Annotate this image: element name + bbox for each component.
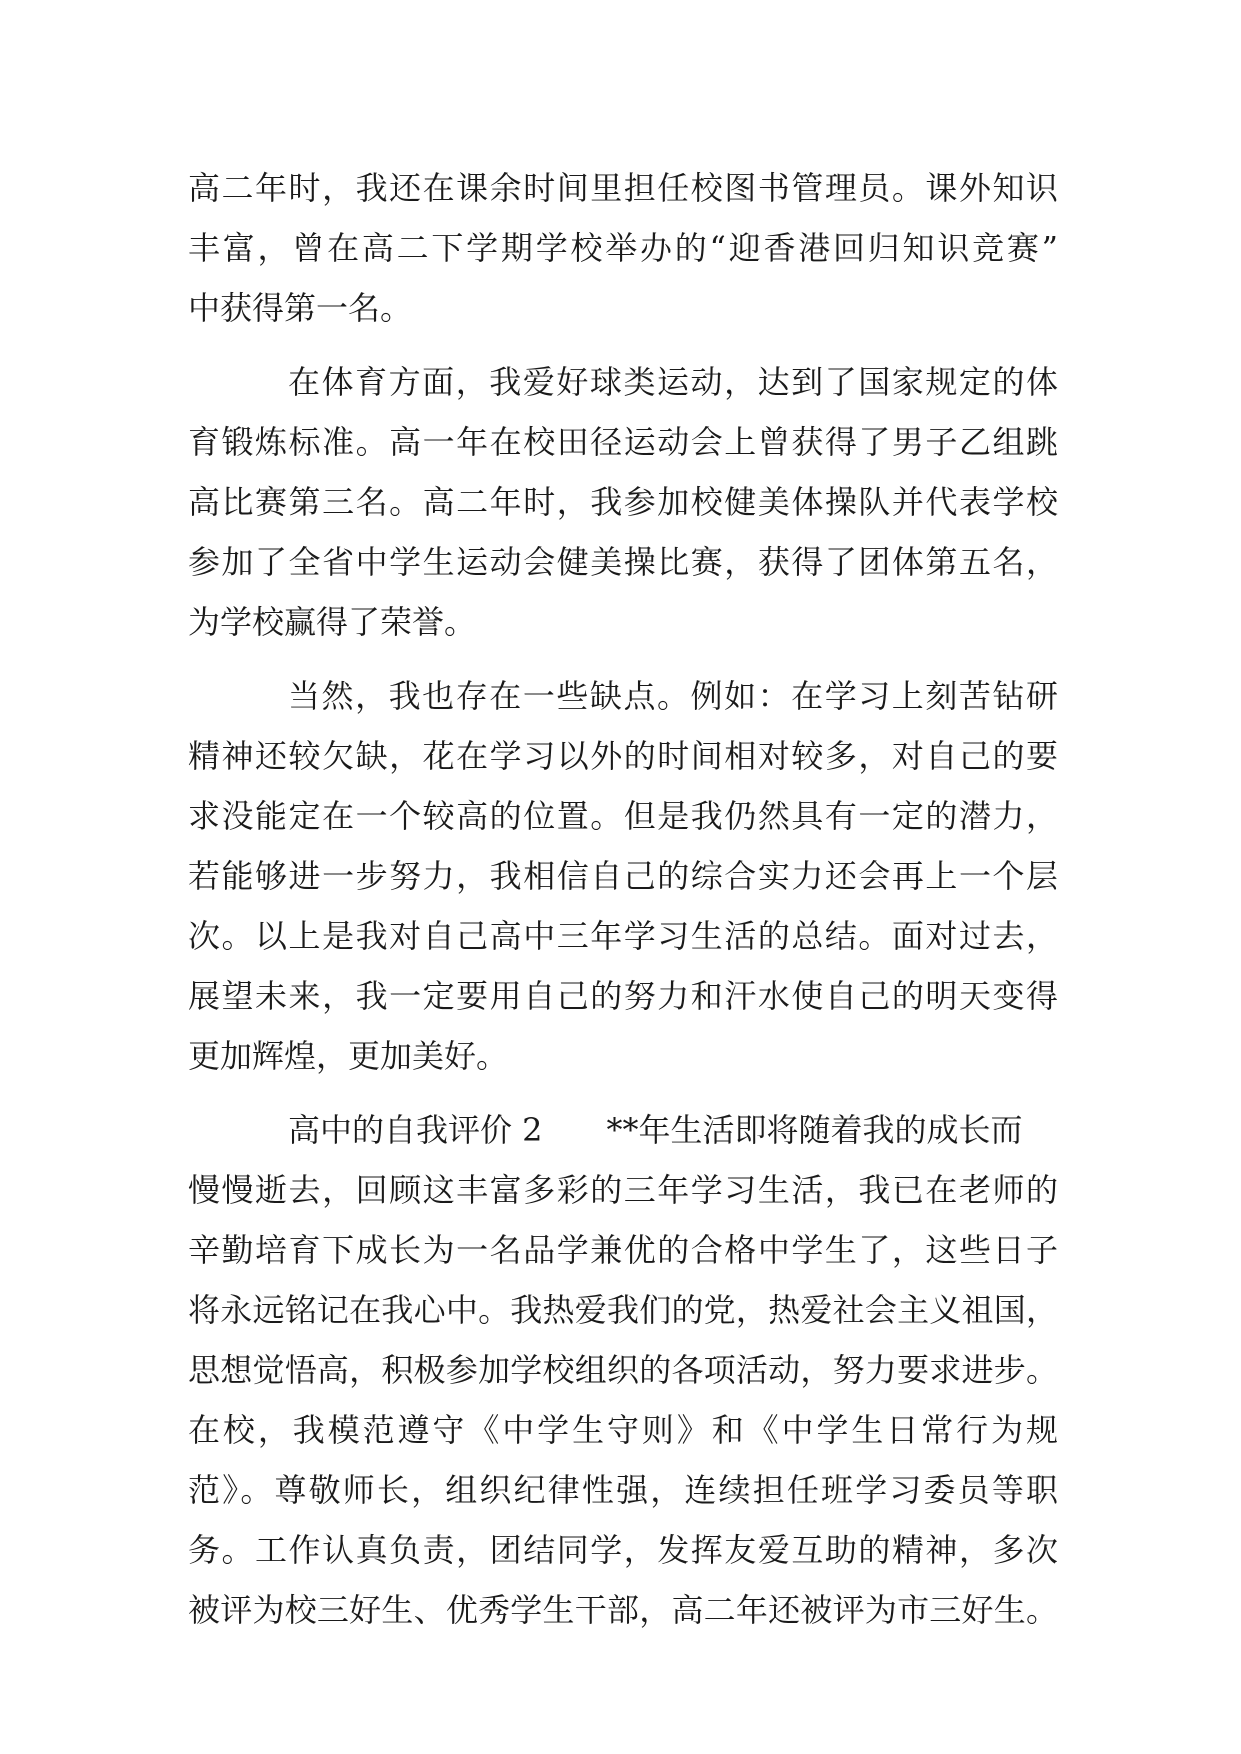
- text-line: 当然，我也存在一些缺点。例如：在学习上刻苦钻研: [288, 677, 1058, 715]
- text-line: 育锻炼标准。高一年在校田径运动会上曾获得了男子乙组跳: [188, 423, 1058, 461]
- text-line: 为学校赢得了荣誉。: [188, 603, 477, 641]
- text-line: 中获得第一名。: [188, 289, 413, 327]
- paragraph: [188, 1100, 1058, 1640]
- text-line: 将永远铭记在我心中。我热爱我们的党，热爱社会主义祖国，: [188, 1291, 1058, 1329]
- text-line: 思想觉悟高，积极参加学校组织的各项活动，努力要求进步。: [188, 1351, 1058, 1389]
- text-line: 务。工作认真负责，团结同学，发挥友爱互助的精神，多次: [188, 1531, 1058, 1569]
- text-line: 在体育方面，我爱好球类运动，达到了国家规定的体: [288, 363, 1058, 401]
- text-line: 被评为校三好生、优秀学生干部，高二年还被评为市三好生。: [188, 1591, 1058, 1629]
- text-line: 高比赛第三名。高二年时，我参加校健美体操队并代表学校: [188, 483, 1058, 521]
- text-line: 高二年时，我还在课余时间里担任校图书管理员。课外知识: [188, 169, 1058, 207]
- text-line: 若能够进一步努力，我相信自己的综合实力还会再上一个层: [188, 857, 1058, 895]
- text-line: 求没能定在一个较高的位置。但是我仍然具有一定的潜力，: [188, 797, 1058, 835]
- paragraph: [188, 352, 1058, 652]
- text-line: 展望未来，我一定要用自己的努力和汗水使自己的明天变得: [188, 977, 1058, 1015]
- text-line: 辛勤培育下成长为一名品学兼优的合格中学生了，这些日子: [188, 1231, 1058, 1269]
- text-line: 高中的自我评价 2 **年生活即将随着我的成长而: [288, 1111, 1023, 1149]
- text-line: 更加辉煌，更加美好。: [188, 1037, 509, 1075]
- text-line: 慢慢逝去，回顾这丰富多彩的三年学习生活，我已在老师的: [188, 1171, 1058, 1209]
- text-line: 在校，我模范遵守《中学生守则》和《中学生日常行为规: [188, 1411, 1058, 1449]
- text-line: 范》。尊敬师长，组织纪律性强，连续担任班学习委员等职: [188, 1471, 1058, 1509]
- text-line: 参加了全省中学生运动会健美操比赛，获得了团体第五名，: [188, 543, 1058, 581]
- body-text: [188, 158, 1058, 1640]
- text-line: 丰富，曾在高二下学期学校举办的“迎香港回归知识竞赛”: [188, 229, 1058, 267]
- text-line: 精神还较欠缺，花在学习以外的时间相对较多，对自己的要: [188, 737, 1058, 775]
- text-line: 次。以上是我对自己高中三年学习生活的总结。面对过去，: [188, 917, 1058, 955]
- paragraph: [188, 158, 1058, 338]
- paragraph: [188, 666, 1058, 1086]
